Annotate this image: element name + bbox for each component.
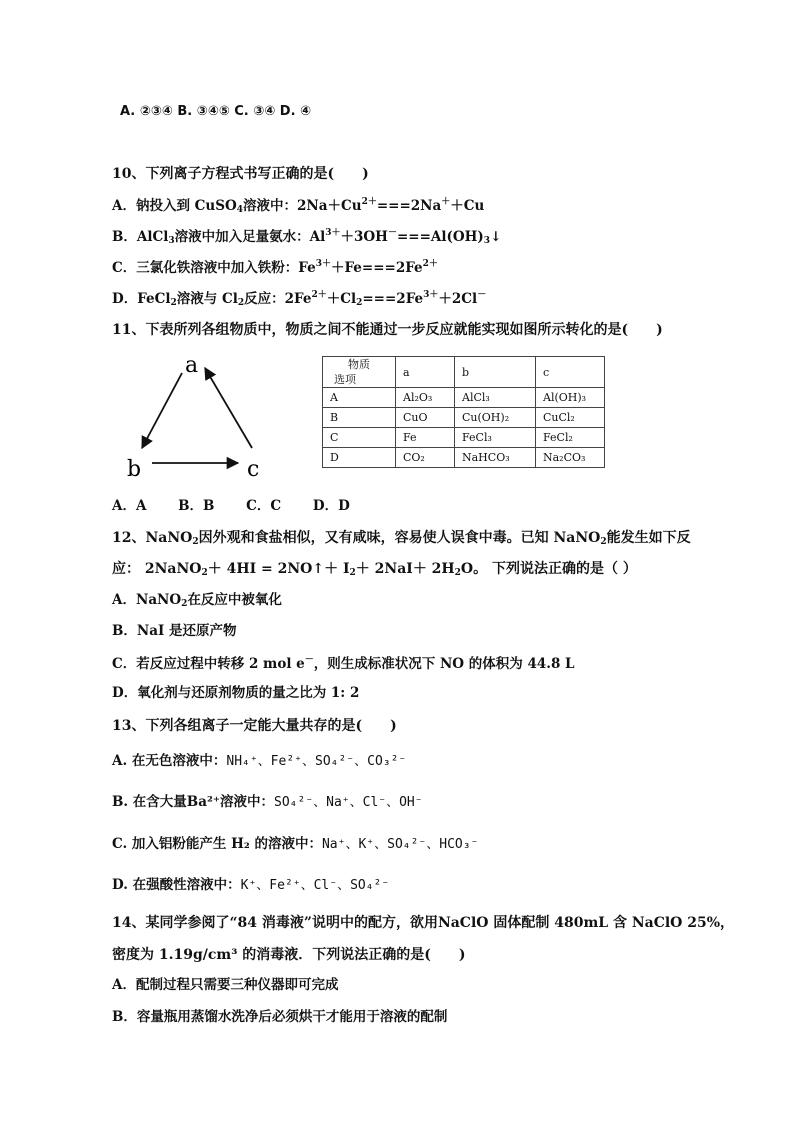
- header-a: a: [396, 357, 455, 388]
- q10-option-c: C．三氯化铁溶液中加入铁粉：$Fe^{3+}+Fe===2Fe^{2+}$: [112, 259, 438, 276]
- table-cell: A: [323, 388, 396, 408]
- node-c-label: c: [247, 457, 260, 482]
- table-cell: C: [323, 428, 396, 448]
- table-cell: Na₂CO₃: [536, 448, 605, 468]
- q11-substance-table: [322, 356, 605, 468]
- header-b: b: [455, 357, 536, 388]
- table-header-row: [323, 357, 605, 388]
- q14-stem-line1: 14、某同学参阅了“84 消毒液”说明中的配方，欲用NaClO 固体配制 480mL 含 NaClO 25%，: [112, 915, 735, 931]
- q12-option-b: B．NaI 是还原产物: [112, 623, 237, 639]
- q12-option-a: A．NaNO$_2$在反应中被氧化: [112, 592, 282, 609]
- conversion-triangle-diagram: [120, 345, 280, 485]
- q13-option-d: D. 在强酸性溶液中：K⁺、Fe²⁺、Cl⁻、SO₄²⁻: [112, 877, 390, 893]
- table-cell: D: [323, 448, 396, 468]
- q10-option-b: B．AlCl$_3$溶液中加入足量氨水：$Al^{3+}+3OH^-===Al(OH)_3↓$: [112, 228, 502, 246]
- node-a-label: a: [185, 353, 199, 378]
- header-corner-cell: 物质 选项: [323, 357, 396, 388]
- header-c: c: [536, 357, 605, 388]
- table-cell: Fe: [396, 428, 455, 448]
- table-cell: CuCl₂: [536, 408, 605, 428]
- table-cell: NaHCO₃: [455, 448, 536, 468]
- q13-option-b: B. 在含大量Ba²⁺溶液中：SO₄²⁻、Na⁺、Cl⁻、OH⁻: [112, 794, 423, 810]
- q10-option-a: A．钠投入到 CuSO$_4$溶液中：$2Na+Cu^{2+}===2Na^++Cu$: [112, 197, 485, 215]
- q10-stem: 10、下列离子方程式书写正确的是( ): [112, 166, 369, 182]
- table-row: [323, 428, 605, 448]
- q14-option-b: B．容量瓶用蒸馏水洗净后必须烘干才能用于溶液的配制: [112, 1009, 448, 1025]
- arrow-a-to-b: [142, 373, 182, 448]
- table-cell: FeCl₂: [536, 428, 605, 448]
- table-cell: CO₂: [396, 448, 455, 468]
- q14-stem-line2: 密度为 1.19g/cm³ 的消毒液．下列说法正确的是( ): [112, 947, 466, 963]
- q13-stem: 13、下列各组离子一定能大量共存的是( ): [112, 718, 397, 734]
- table-cell: Al₂O₃: [396, 388, 455, 408]
- table-row: [323, 388, 605, 408]
- q12-stem-line2: 应： 2NaNO$_2$＋ 4HI = 2NO↑＋ $I_2+ 2NaI+ 2H_2O$。 下列说法正确的是（ ）: [112, 561, 637, 578]
- table-cell: B: [323, 408, 396, 428]
- table-cell: FeCl₃: [455, 428, 536, 448]
- q13-option-a: A. 在无色溶液中：NH₄⁺、Fe²⁺、SO₄²⁻、CO₃²⁻: [112, 753, 407, 769]
- q14-option-a: A．配制过程只需要三种仪器即可完成: [112, 977, 339, 993]
- q10-option-d: D．FeCl$_2$溶液与 $Cl_2$反应：$2Fe^{2+}+Cl_2===2Fe^{3+}+2Cl^-$: [112, 290, 487, 308]
- arrow-c-to-a: [205, 368, 252, 448]
- q12-stem-line1: 12、NaNO$_2$因外观和食盐相似，又有咸味，容易使人误食中毒。已知 NaNO$_2$能发生如下反: [112, 530, 691, 547]
- q9-options: A. ②③④ B. ③④⑤ C. ③④ D. ④: [120, 104, 312, 119]
- table-cell: Cu(OH)₂: [455, 408, 536, 428]
- table-cell: Al(OH)₃: [536, 388, 605, 408]
- q12-option-d: D．氧化剂与还原剂物质的量之比为 1: 2: [112, 685, 360, 701]
- q12-option-c: C．若反应过程中转移 2 mol e－，则生成标准状况下 NO 的体积为 44.8 L: [112, 655, 575, 672]
- node-b-label: b: [127, 457, 142, 482]
- table-row: [323, 448, 605, 468]
- table-cell: CuO: [396, 408, 455, 428]
- q11-stem: 11、下表所列各组物质中，物质之间不能通过一步反应就能实现如图所示转化的是( ): [112, 322, 663, 338]
- table-row: [323, 408, 605, 428]
- q11-options: A．A B．B C．C D．D: [112, 498, 350, 514]
- q13-option-c: C. 加入铝粉能产生 H₂ 的溶液中：Na⁺、K⁺、SO₄²⁻、HCO₃⁻: [112, 836, 479, 852]
- table-cell: AlCl₃: [455, 388, 536, 408]
